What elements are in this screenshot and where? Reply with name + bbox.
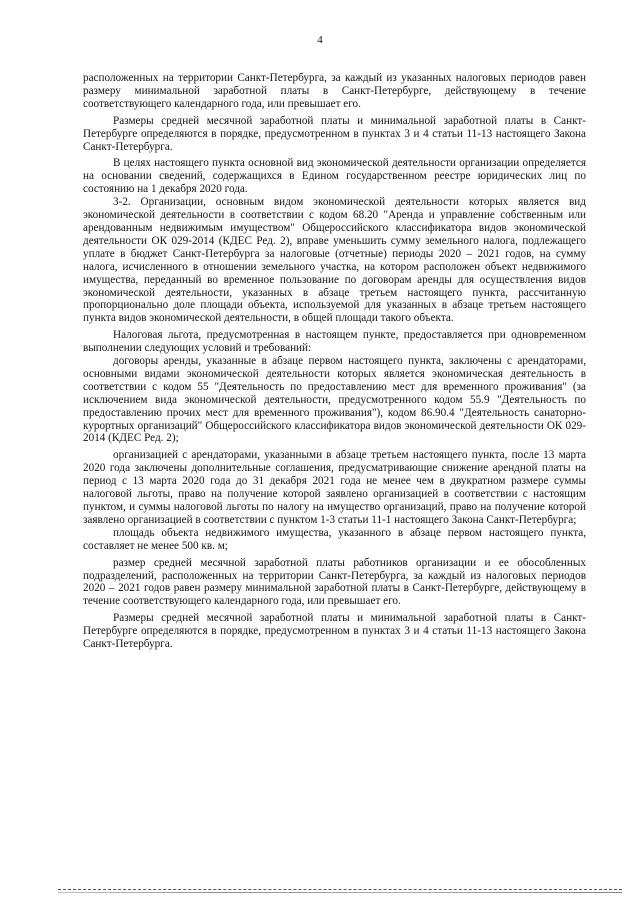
- paragraph-wage-definition: Размеры средней месячной заработной платы и минимальной заработной платы в Санкт-Петербурге определяются в порядке, предусмотренном в пунктах 3 и 4 статьи 11-13 настоящего Закона Санкт-Петербурга.: [83, 114, 586, 153]
- paragraph-continuation: расположенных на территории Санкт-Петербурга, за каждый из указанных налоговых периодов равен размеру минимальной заработной платы в Санкт-Петербурге, действующему в течение соответствующего календарного года, или превышает его.: [83, 72, 586, 110]
- paragraph-wage-definition-2: Размеры средней месячной заработной платы и минимальной заработной платы в Санкт-Петербурге определяются в порядке, предусмотренном в пунктах 3 и 4 статьи 11-13 настоящего Закона Санкт-Петербурга.: [83, 612, 586, 651]
- page-number: 4: [317, 34, 323, 46]
- paragraph-area-requirement: площадь объекта недвижимого имущества, указанного в абзаце первом настоящего пункта, составляет не менее 500 кв. м;: [83, 526, 586, 552]
- scan-bottom-edge-shadow: [58, 892, 622, 893]
- document-body: [83, 72, 586, 651]
- paragraph-additional-agreements: организацией с арендаторами, указанными в абзаце третьем настоящего пункта, после 13 марта 2020 года заключены дополнительные соглашения, предусматривающие снижение арендной платы на период с 13 марта 2020 года до 31 декабря 2021 года не менее чем в двукратном размере суммы налоговой льготы, право на получение которой заявлено организацией в соответствии с настоящим пунктом, и суммы налоговой льготы по налогу на имущество организаций, право на получение которой заявлено организацией в соответствии с пунктом 1-3 статьи 11-1 настоящего Закона Санкт-Петербурга;: [83, 449, 586, 526]
- paragraph-clause-3-2: 3-2. Организации, основным видом экономической деятельности которых является вид экономической деятельности в соответствии с кодом 68.20 "Аренда и управление собственным или арендованным недвижимым имуществом" Общероссийского классификатора видов экономической деятельности ОК 029-2014 (КДЕС Ред. 2), вправе уменьшить сумму земельного налога, подлежащего уплате в бюджет Санкт-Петербурга за налоговые (отчетные) периоды 2020 – 2021 годов, на сумму налога, исчисленного в отношении земельного участка, на котором расположен объект недвижимого имущества, переданный во временное пользование по договорам аренды для осуществления видов экономической деятельности, указанных в абзаце третьем настоящего пункта, рассчитанную пропорционально доле площади объекта, используемой для указанных в абзаце третьем настоящего пункта видов экономической деятельности, в общей площади такого объекта.: [83, 196, 586, 325]
- paragraph-lease-contracts: договоры аренды, указанные в абзаце первом настоящего пункта, заключены с арендаторами, основными видами экономической деятельности которых является экономическая деятельность в соответствии с кодом 55 "Деятельность по предоставлению мест для временного проживания" (за исключением вида экономической деятельности, предусмотренного кодом 55.9 "Деятельность по предоставлению прочих мест для временного проживания"), кодом 86.90.4 "Деятельность санаторно-курортных организаций" Общероссийского классификатора видов экономической деятельности ОК 029-2014 (КДЕС Ред. 2);: [83, 355, 586, 445]
- paragraph-wage-requirement: размер средней месячной заработной платы работников организации и ее обособленных подразделений, расположенных на территории Санкт-Петербурга, за каждый из налоговых периодов 2020 – 2021 годов равен размеру минимальной заработной платы в Санкт-Петербурге, действующему в течение соответствующего календарного года, или превышает его.: [83, 556, 586, 608]
- paragraph-benefit-conditions: Налоговая льгота, предусмотренная в настоящем пункте, предоставляется при одновременном выполнении следующих условий и требований:: [83, 329, 586, 355]
- paragraph-activity-definition: В целях настоящего пункта основной вид экономической деятельности организации определяется на основании сведений, содержащихся в Едином государственном реестре юридических лиц по состоянию на 1 декабря 2020 года.: [83, 157, 586, 196]
- scan-bottom-edge: [58, 889, 622, 890]
